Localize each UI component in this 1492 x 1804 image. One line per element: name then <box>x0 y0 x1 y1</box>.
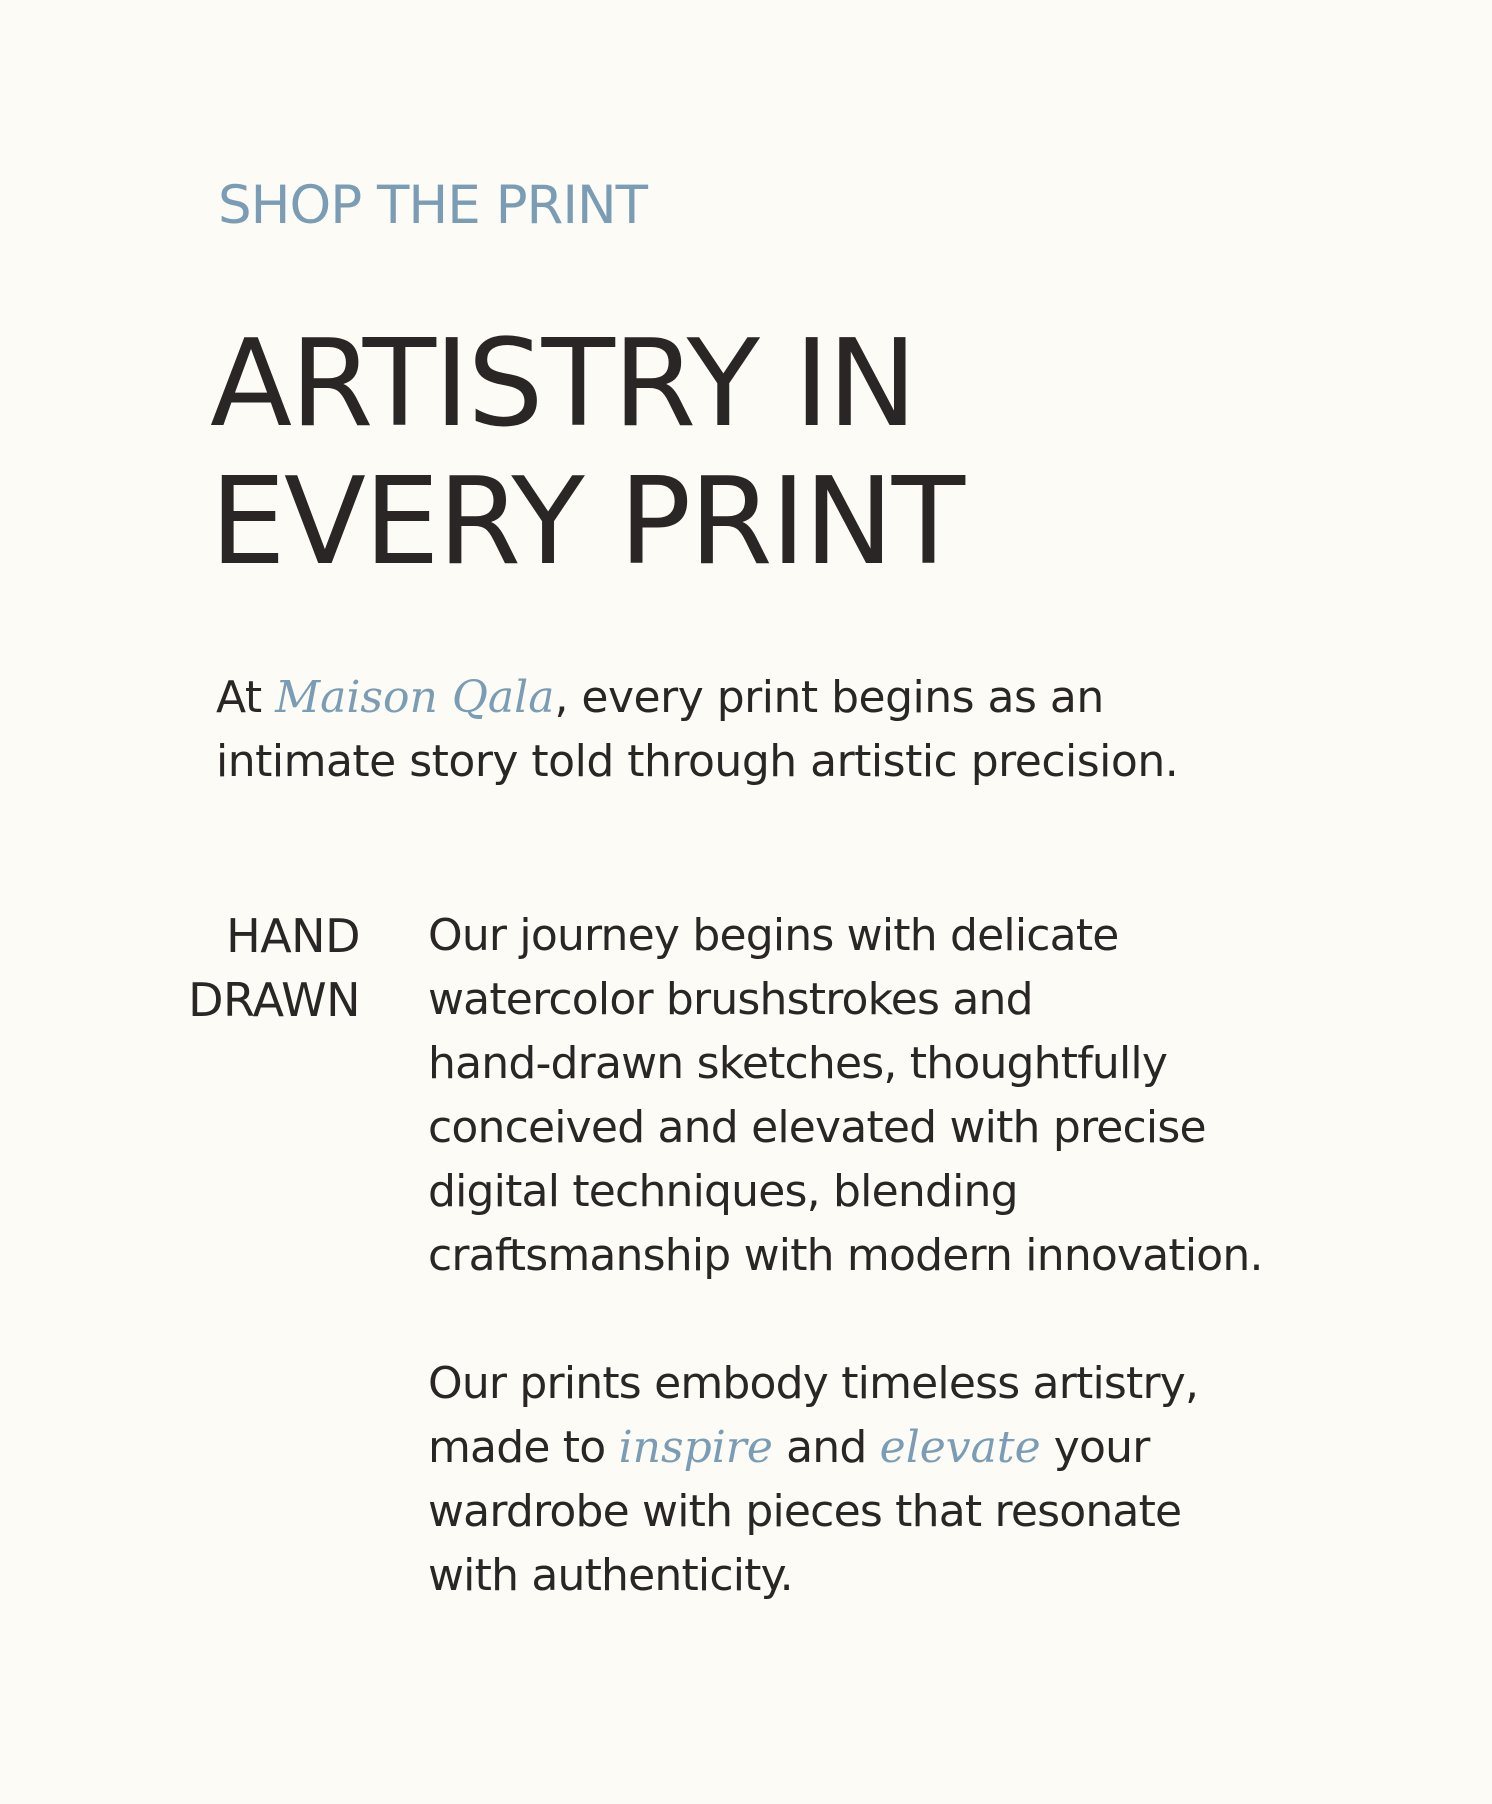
feature-label <box>188 904 360 1032</box>
paragraph-1-line: watercolor brushstrokes and <box>428 974 1033 1025</box>
feature-paragraph-1 <box>428 904 1448 1288</box>
feature-label-line-2: DRAWN <box>188 973 360 1027</box>
headline-line-1: ARTISTRY IN <box>210 315 916 454</box>
intro-paragraph <box>216 666 1396 794</box>
paragraph-2-line: Our prints embody timeless artistry, <box>428 1358 1199 1409</box>
accent-word-elevate: elevate <box>879 1422 1041 1473</box>
intro-prefix: At <box>216 672 276 723</box>
paragraph-2-line: with authenticity. <box>428 1550 793 1601</box>
paragraph-2-suffix: your <box>1040 1422 1150 1473</box>
headline-line-2: EVERY PRINT <box>210 453 964 592</box>
intro-line-2: intimate story told through artistic precision. <box>216 736 1179 787</box>
accent-word-inspire: inspire <box>618 1422 773 1473</box>
paragraph-1-line: hand-drawn sketches, thoughtfully <box>428 1038 1168 1089</box>
section-eyebrow: SHOP THE PRINT <box>218 175 648 236</box>
intro-line-1 <box>216 666 1396 730</box>
paragraph-1-line: digital techniques, blending <box>428 1166 1018 1217</box>
paragraph-2-line: wardrobe with pieces that resonate <box>428 1486 1182 1537</box>
page-title <box>210 316 963 592</box>
paragraph-2-prefix: made to <box>428 1422 619 1473</box>
paragraph-2-conjunction: and <box>772 1422 880 1473</box>
feature-label-line-1: HAND <box>226 909 360 963</box>
paragraph-1-line: conceived and elevated with precise <box>428 1102 1206 1153</box>
brand-name: Maison Qala <box>275 672 555 723</box>
intro-line-1-rest: , every print begins as an <box>554 672 1104 723</box>
paragraph-1-line: craftsmanship with modern innovation. <box>428 1230 1263 1281</box>
paragraph-1-line: Our journey begins with delicate <box>428 910 1119 961</box>
paragraph-2-line <box>428 1416 1448 1480</box>
feature-body <box>428 904 1448 1608</box>
feature-paragraph-2 <box>428 1352 1448 1608</box>
